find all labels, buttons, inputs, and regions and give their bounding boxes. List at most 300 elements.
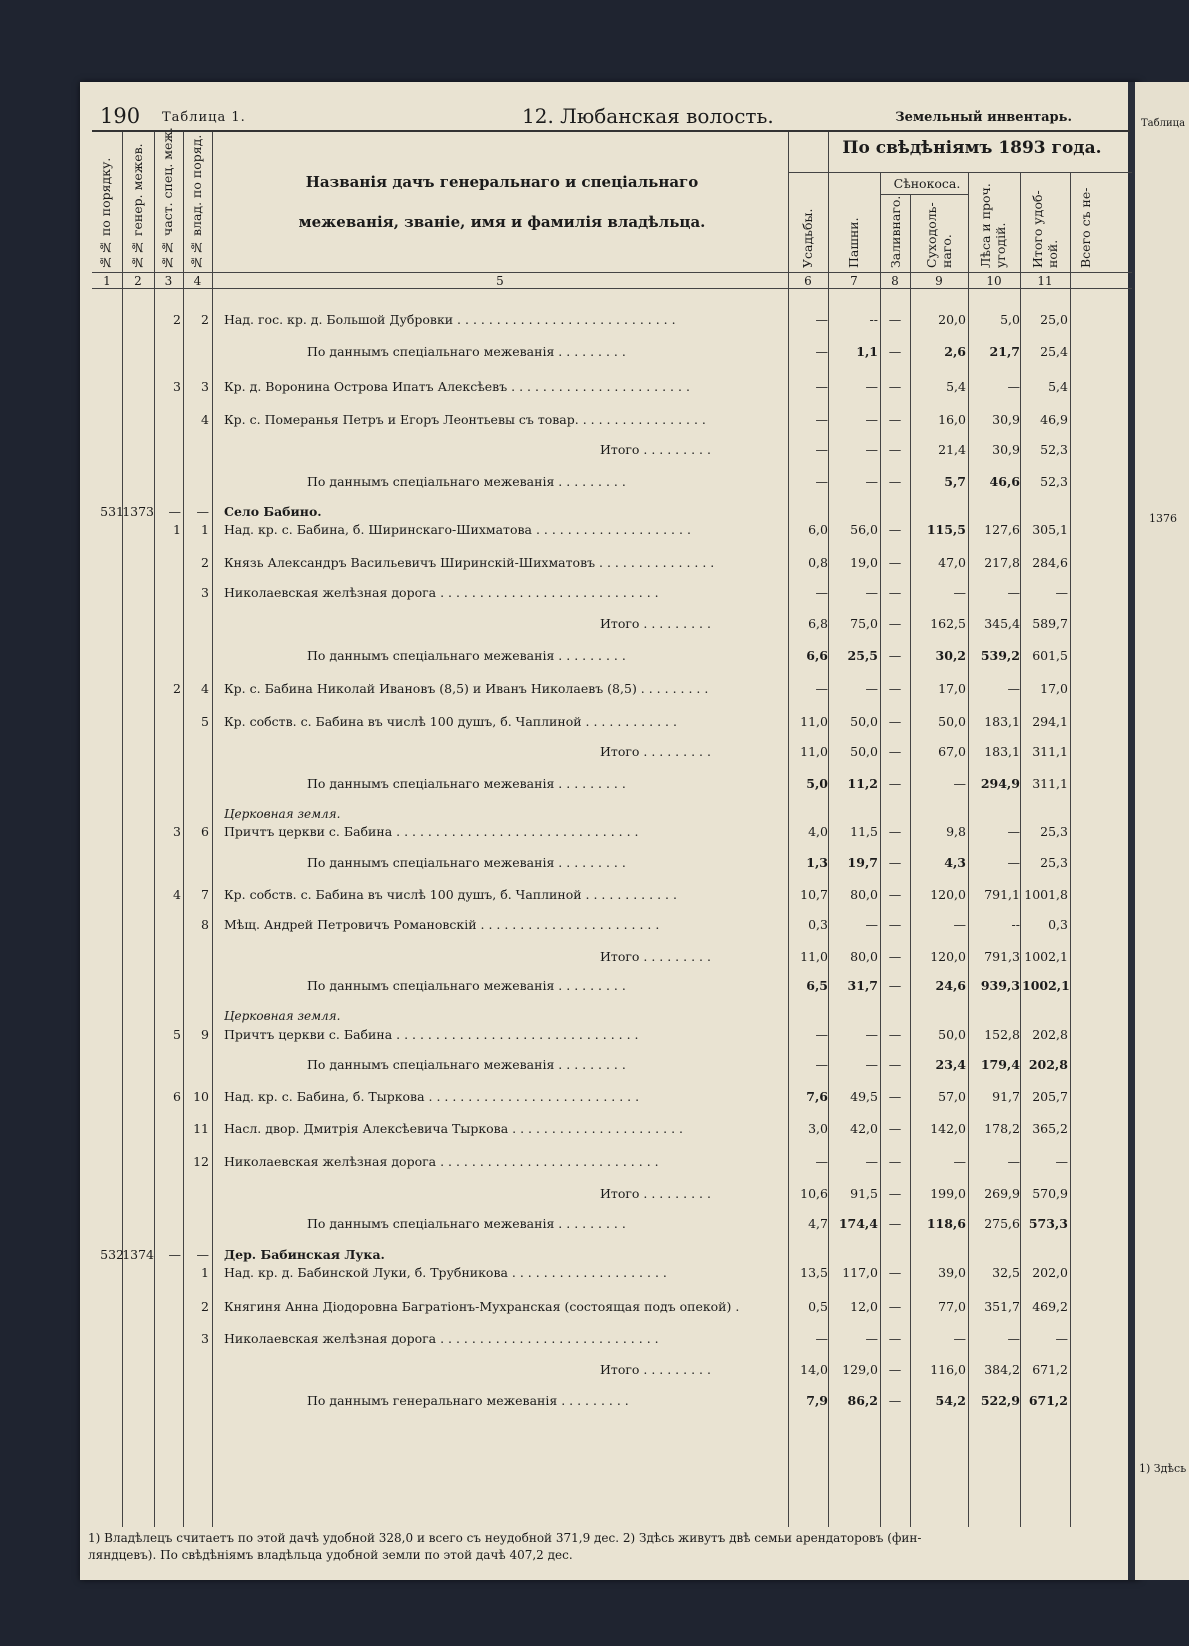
row-name: По даннымъ спеціальнаго межеванія . . . . . . . . . bbox=[307, 1057, 626, 1072]
col-header-pashni: Пашни. bbox=[846, 217, 861, 268]
row-name: Причтъ церкви с. Бабина . . . . . . . . . . . . . . . . . . . . . . . . . . . . . . . bbox=[224, 824, 639, 839]
row-value-col9: 118,6 bbox=[926, 1216, 966, 1231]
row-name: Кр. с. Померанья Петръ и Егоръ Леонтьевы съ товар. . . . . . . . . . . . . . . . . bbox=[224, 412, 706, 427]
row-value-col7: 11,2 bbox=[847, 776, 878, 791]
row-value-col6: — bbox=[815, 1027, 828, 1042]
row-value-col6: 13,5 bbox=[800, 1265, 828, 1280]
row-special-number: 2 bbox=[173, 312, 181, 327]
row-value-col9: — bbox=[953, 585, 966, 600]
row-value-col11: 601,5 bbox=[1032, 648, 1068, 663]
row-value-col8: — bbox=[888, 1265, 902, 1280]
table-row bbox=[92, 1358, 1132, 1382]
row-value-col7: 11,5 bbox=[850, 824, 878, 839]
table-row bbox=[92, 375, 1132, 399]
row-owner-number: 3 bbox=[201, 1331, 209, 1346]
group-header-senokosa: Сѣнокоса. bbox=[893, 176, 961, 191]
row-special-number: 5 bbox=[173, 1027, 181, 1042]
row-value-col8: — bbox=[888, 978, 902, 993]
row-value-col7: 56,0 bbox=[850, 522, 878, 537]
row-name: Итого . . . . . . . . . bbox=[600, 1186, 711, 1201]
next-page-footnote: 1) Здѣсь bbox=[1139, 1462, 1187, 1475]
row-name: Кр. собств. с. Бабина въ числѣ 100 душъ, б. Чаплиной . . . . . . . . . . . . bbox=[224, 714, 677, 729]
row-value-col10: 183,1 bbox=[984, 714, 1020, 729]
row-value-col7: 50,0 bbox=[850, 714, 878, 729]
col-header-name bbox=[232, 162, 772, 242]
row-value-col6: 11,0 bbox=[800, 744, 828, 759]
row-value-col7: 49,5 bbox=[850, 1089, 878, 1104]
col-number: 8 bbox=[891, 274, 899, 288]
col-header-order: №№ по порядку. bbox=[98, 157, 113, 270]
row-value-col6: 0,3 bbox=[808, 917, 828, 932]
row-name: Кр. собств. с. Бабина въ числѣ 100 душъ, б. Чаплиной . . . . . . . . . . . . bbox=[224, 887, 677, 902]
row-value-col11: 284,6 bbox=[1032, 555, 1068, 570]
row-value-col11: 25,3 bbox=[1040, 824, 1068, 839]
row-value-col8: — bbox=[888, 379, 902, 394]
row-value-col7: 19,0 bbox=[850, 555, 878, 570]
table-row bbox=[92, 1053, 1132, 1077]
row-value-col6: 4,0 bbox=[808, 824, 828, 839]
row-value-col10: — bbox=[1007, 585, 1020, 600]
table-row bbox=[92, 1261, 1132, 1285]
row-value-col8: — bbox=[888, 1027, 902, 1042]
row-value-col10: 183,1 bbox=[984, 744, 1020, 759]
row-value-col10: 179,4 bbox=[980, 1057, 1020, 1072]
row-value-col8: — bbox=[888, 555, 902, 570]
col-header-name-line2: межеванія, званіе, имя и фамилія владѣльца. bbox=[298, 213, 706, 231]
row-value-col8: — bbox=[888, 776, 902, 791]
next-page-edge bbox=[1135, 82, 1189, 1580]
row-owner-number: — bbox=[196, 1247, 209, 1262]
row-value-col7: 25,5 bbox=[847, 648, 878, 663]
row-name: Над. кр. д. Бабинской Луки, б. Трубникова . . . . . . . . . . . . . . . . . . . . bbox=[224, 1265, 667, 1280]
row-name: По даннымъ спеціальнаго межеванія . . . . . . . . . bbox=[307, 474, 626, 489]
row-value-col6: 3,0 bbox=[808, 1121, 828, 1136]
row-value-col9: 5,7 bbox=[944, 474, 966, 489]
row-value-col9: 142,0 bbox=[930, 1121, 966, 1136]
row-value-col6: 0,8 bbox=[808, 555, 828, 570]
col-header-general: №№ генер. межев. bbox=[130, 143, 145, 270]
row-value-col6: 5,0 bbox=[806, 776, 828, 791]
row-name: Кр. д. Воронина Острова Ипатъ Алексѣевъ . . . . . . . . . . . . . . . . . . . . . . . bbox=[224, 379, 690, 394]
row-special-number: 6 bbox=[173, 1089, 181, 1104]
row-value-col11: 202,8 bbox=[1032, 1027, 1068, 1042]
row-value-col7: 80,0 bbox=[850, 949, 878, 964]
row-value-col10: 791,1 bbox=[984, 887, 1020, 902]
row-name: Причтъ церкви с. Бабина . . . . . . . . . . . . . . . . . . . . . . . . . . . . . . . bbox=[224, 1027, 639, 1042]
row-value-col10: — bbox=[1007, 681, 1020, 696]
row-value-col6: 6,5 bbox=[806, 978, 828, 993]
row-value-col11: 589,7 bbox=[1032, 616, 1068, 631]
row-value-col11: 25,3 bbox=[1040, 855, 1068, 870]
row-value-col9: 116,0 bbox=[930, 1362, 966, 1377]
col-number: 3 bbox=[164, 274, 173, 288]
table-row bbox=[92, 710, 1132, 734]
row-owner-number: 4 bbox=[201, 412, 209, 427]
row-value-col10: 217,8 bbox=[984, 555, 1020, 570]
row-owner-number: 9 bbox=[201, 1027, 209, 1042]
row-value-col7: — bbox=[865, 474, 878, 489]
row-value-col11: 25,0 bbox=[1040, 312, 1068, 327]
row-value-col7: 50,0 bbox=[850, 744, 878, 759]
row-value-col6: 10,6 bbox=[800, 1186, 828, 1201]
row-value-col7: — bbox=[865, 442, 878, 457]
row-general-number: 1373 bbox=[122, 504, 154, 519]
row-value-col9: 120,0 bbox=[930, 949, 966, 964]
row-owner-number: 10 bbox=[193, 1089, 209, 1104]
table-row bbox=[92, 851, 1132, 875]
row-value-col6: — bbox=[815, 1057, 828, 1072]
table-row bbox=[92, 644, 1132, 668]
row-value-col11: 5,4 bbox=[1048, 379, 1068, 394]
page-number: 190 bbox=[100, 104, 141, 128]
row-name: Над. кр. с. Бабина, б. Ширинскаго-Шихматова . . . . . . . . . . . . . . . . . . . . bbox=[224, 522, 691, 537]
table-row bbox=[92, 740, 1132, 764]
table-row bbox=[92, 470, 1132, 494]
row-name: По даннымъ спеціальнаго межеванія . . . . . . . . . bbox=[307, 1216, 626, 1231]
col-header-zalivnago: Заливнаго. bbox=[888, 195, 903, 268]
row-value-col10: — bbox=[1007, 1331, 1020, 1346]
table-row bbox=[92, 308, 1132, 332]
row-value-col8: — bbox=[888, 855, 902, 870]
row-name: Церковная земля. bbox=[224, 1009, 341, 1023]
row-name: Итого . . . . . . . . . bbox=[600, 616, 711, 631]
row-value-col6: — bbox=[815, 585, 828, 600]
row-value-col6: — bbox=[815, 379, 828, 394]
row-value-col11: 0,3 bbox=[1048, 917, 1068, 932]
table-row bbox=[92, 1389, 1132, 1413]
col-number: 9 bbox=[935, 274, 943, 288]
row-name: Мѣщ. Андрей Петровичъ Романовскій . . . . . . . . . . . . . . . . . . . . . . . bbox=[224, 917, 660, 932]
row-value-col10: 21,7 bbox=[989, 344, 1020, 359]
row-value-col10: 127,6 bbox=[984, 522, 1020, 537]
row-value-col7: 42,0 bbox=[850, 1121, 878, 1136]
row-value-col8: — bbox=[888, 887, 902, 902]
table-row bbox=[92, 581, 1132, 605]
col-number: 4 bbox=[193, 274, 202, 288]
row-value-col6: — bbox=[815, 312, 828, 327]
row-value-col8: — bbox=[888, 648, 902, 663]
row-value-col9: — bbox=[953, 917, 966, 932]
row-special-number: — bbox=[168, 504, 181, 519]
row-value-col9: 57,0 bbox=[938, 1089, 966, 1104]
col-header-vsego: Всего съ не- bbox=[1078, 187, 1093, 268]
row-name: Николаевская желѣзная дорога . . . . . . . . . . . . . . . . . . . . . . . . . . . . bbox=[224, 585, 659, 600]
row-general-number: 1374 bbox=[122, 1247, 154, 1262]
row-value-col10: 275,6 bbox=[984, 1216, 1020, 1231]
row-value-col10: — bbox=[1007, 379, 1020, 394]
row-name: Село Бабино. bbox=[224, 504, 322, 519]
row-value-col9: 30,2 bbox=[935, 648, 966, 663]
row-name: Итого . . . . . . . . . bbox=[600, 744, 711, 759]
row-value-col11: 311,1 bbox=[1032, 744, 1068, 759]
row-value-col7: — bbox=[865, 379, 878, 394]
col-number: 7 bbox=[850, 274, 858, 288]
col-number: 1 bbox=[103, 274, 111, 288]
row-name: По даннымъ спеціальнаго межеванія . . . . . . . . . bbox=[307, 978, 626, 993]
row-value-col7: 174,4 bbox=[838, 1216, 878, 1231]
table-row bbox=[92, 1023, 1132, 1047]
row-value-col8: — bbox=[888, 917, 902, 932]
row-value-col10: 178,2 bbox=[984, 1121, 1020, 1136]
row-special-number: 3 bbox=[173, 824, 181, 839]
row-value-col9: 21,4 bbox=[938, 442, 966, 457]
row-value-col9: 50,0 bbox=[938, 1027, 966, 1042]
table-row bbox=[92, 612, 1132, 636]
table-row bbox=[92, 408, 1132, 432]
row-owner-number: 12 bbox=[193, 1154, 209, 1169]
row-value-col7: 19,7 bbox=[847, 855, 878, 870]
row-name: По даннымъ спеціальнаго межеванія . . . . . . . . . bbox=[307, 344, 626, 359]
row-name: Над. гос. кр. д. Большой Дубровки . . . . . . . . . . . . . . . . . . . . . . . . . . . . bbox=[224, 312, 676, 327]
table-row bbox=[92, 883, 1132, 907]
row-value-col6: 11,0 bbox=[800, 714, 828, 729]
row-name: Итого . . . . . . . . . bbox=[600, 442, 711, 457]
table-row bbox=[92, 820, 1132, 844]
row-value-col6: 7,6 bbox=[806, 1089, 828, 1104]
row-owner-number: 2 bbox=[201, 312, 209, 327]
table-row bbox=[92, 1182, 1132, 1206]
row-value-col10: 152,8 bbox=[984, 1027, 1020, 1042]
row-special-number: 4 bbox=[173, 887, 181, 902]
row-value-col11: 365,2 bbox=[1032, 1121, 1068, 1136]
inventory-label: Земельный инвентарь. bbox=[895, 110, 1072, 125]
row-value-col11: 469,2 bbox=[1032, 1299, 1068, 1314]
row-owner-number: 1 bbox=[201, 1265, 209, 1280]
row-value-col11: 17,0 bbox=[1040, 681, 1068, 696]
row-name: Кр. с. Бабина Николай Ивановъ (8,5) и Иванъ Николаевъ (8,5) . . . . . . . . . bbox=[224, 681, 709, 696]
row-value-col6: — bbox=[815, 1154, 828, 1169]
row-value-col11: 570,9 bbox=[1032, 1186, 1068, 1201]
table-row bbox=[92, 551, 1132, 575]
row-value-col8: — bbox=[888, 824, 902, 839]
data-table bbox=[92, 127, 1132, 1527]
col-number: 11 bbox=[1037, 274, 1053, 288]
row-value-col11: 52,3 bbox=[1040, 442, 1068, 457]
row-value-col7: 1,1 bbox=[856, 344, 878, 359]
row-name: По даннымъ спеціальнаго межеванія . . . . . . . . . bbox=[307, 776, 626, 791]
col-header-itogo-udobnoy: Итого удоб- ной. bbox=[1030, 190, 1060, 268]
row-value-col8: — bbox=[888, 1057, 902, 1072]
row-value-col8: — bbox=[888, 442, 902, 457]
table-row bbox=[92, 772, 1132, 796]
next-page-number: 1376 bbox=[1149, 512, 1177, 525]
row-value-col8: — bbox=[888, 1299, 902, 1314]
table-row bbox=[92, 913, 1132, 937]
row-value-col11: 52,3 bbox=[1040, 474, 1068, 489]
col-number: 2 bbox=[134, 274, 142, 288]
row-value-col10: 384,2 bbox=[984, 1362, 1020, 1377]
row-value-col6: — bbox=[815, 344, 828, 359]
row-value-col6: 6,0 bbox=[808, 522, 828, 537]
table-row bbox=[92, 340, 1132, 364]
row-value-col10: 32,5 bbox=[992, 1265, 1020, 1280]
row-value-col11: — bbox=[1055, 585, 1068, 600]
row-value-col8: — bbox=[888, 744, 902, 759]
row-name: Николаевская желѣзная дорога . . . . . . . . . . . . . . . . . . . . . . . . . . . . bbox=[224, 1154, 659, 1169]
col-header-owner: №№ влад. по поряд. bbox=[189, 134, 204, 270]
row-owner-number: 3 bbox=[201, 585, 209, 600]
row-value-col8: — bbox=[888, 474, 902, 489]
row-value-col8: — bbox=[888, 412, 902, 427]
col-header-lesa: Лѣса и проч. угодій. bbox=[978, 183, 1008, 268]
row-special-number: 2 bbox=[173, 681, 181, 696]
row-special-number: 3 bbox=[173, 379, 181, 394]
row-value-col9: 115,5 bbox=[926, 522, 966, 537]
row-name: Итого . . . . . . . . . bbox=[600, 949, 711, 964]
row-name: По даннымъ спеціальнаго межеванія . . . . . . . . . bbox=[307, 855, 626, 870]
row-value-col8: — bbox=[888, 585, 902, 600]
row-value-col6: — bbox=[815, 412, 828, 427]
row-owner-number: 5 bbox=[201, 714, 209, 729]
row-name: По даннымъ спеціальнаго межеванія . . . . . . . . . bbox=[307, 648, 626, 663]
col-number: 5 bbox=[496, 274, 504, 288]
row-value-col11: — bbox=[1055, 1331, 1068, 1346]
row-name: Церковная земля. bbox=[224, 807, 341, 821]
row-value-col11: 671,2 bbox=[1028, 1393, 1068, 1408]
row-value-col9: 5,4 bbox=[946, 379, 966, 394]
row-value-col10: 939,3 bbox=[980, 978, 1020, 993]
row-value-col11: 573,3 bbox=[1028, 1216, 1068, 1231]
row-value-col11: 671,2 bbox=[1032, 1362, 1068, 1377]
footnote-line-1: 1) Владѣлецъ считаетъ по этой дачѣ удобной 328,0 и всего съ неудобной 371,9 дес. 2) Здѣсь живутъ двѣ семьи арендаторовъ (фин- bbox=[88, 1531, 922, 1545]
table-row bbox=[92, 1295, 1132, 1319]
row-value-col9: 120,0 bbox=[930, 887, 966, 902]
row-value-col9: 20,0 bbox=[938, 312, 966, 327]
row-value-col7: 91,5 bbox=[850, 1186, 878, 1201]
row-value-col9: 77,0 bbox=[938, 1299, 966, 1314]
row-value-col11: 46,9 bbox=[1040, 412, 1068, 427]
row-value-col8: — bbox=[888, 312, 902, 327]
table-row bbox=[92, 974, 1132, 998]
row-name: Князь Александръ Васильевичъ Ширинскій-Шихматовъ . . . . . . . . . . . . . . . bbox=[224, 555, 715, 570]
col-header-usadby: Усадьбы. bbox=[800, 208, 815, 268]
col-number: 10 bbox=[986, 274, 1002, 288]
row-value-col6: 10,7 bbox=[800, 887, 828, 902]
row-value-col10: 294,9 bbox=[980, 776, 1020, 791]
row-owner-number: 8 bbox=[201, 917, 209, 932]
row-value-col6: 1,3 bbox=[806, 855, 828, 870]
row-value-col6: 4,7 bbox=[808, 1216, 828, 1231]
volost-title: 12. Любанская волость. bbox=[522, 104, 774, 128]
row-value-col6: 14,0 bbox=[800, 1362, 828, 1377]
row-name: По даннымъ генеральнаго межеванія . . . . . . . . . bbox=[307, 1393, 629, 1408]
row-value-col9: 4,3 bbox=[944, 855, 966, 870]
row-value-col7: 80,0 bbox=[850, 887, 878, 902]
row-value-col11: 311,1 bbox=[1032, 776, 1068, 791]
row-value-col7: — bbox=[865, 1331, 878, 1346]
row-value-col7: 129,0 bbox=[842, 1362, 878, 1377]
row-owner-number: 11 bbox=[193, 1121, 209, 1136]
row-value-col8: — bbox=[888, 1393, 902, 1408]
row-name: Николаевская желѣзная дорога . . . . . . . . . . . . . . . . . . . . . . . . . . . . bbox=[224, 1331, 659, 1346]
row-value-col9: 39,0 bbox=[938, 1265, 966, 1280]
table-row bbox=[92, 1117, 1132, 1141]
row-value-col9: — bbox=[953, 776, 966, 791]
table-row bbox=[92, 438, 1132, 462]
row-special-number: 1 bbox=[173, 522, 181, 537]
table-row bbox=[92, 1212, 1132, 1236]
row-value-col9: 67,0 bbox=[938, 744, 966, 759]
row-value-col8: — bbox=[888, 1362, 902, 1377]
row-value-col11: 294,1 bbox=[1032, 714, 1068, 729]
row-value-col6: — bbox=[815, 474, 828, 489]
row-special-number: — bbox=[168, 1247, 181, 1262]
footnote-line-2: ляндцевъ). По свѣдѣніямъ владѣльца удобной земли по этой дачѣ 407,2 дес. bbox=[88, 1548, 573, 1562]
row-value-col7: 117,0 bbox=[842, 1265, 878, 1280]
row-value-col8: — bbox=[888, 522, 902, 537]
row-value-col11: — bbox=[1055, 1154, 1068, 1169]
row-value-col7: 31,7 bbox=[847, 978, 878, 993]
col-header-special: №№ част. спец. меж. bbox=[160, 127, 175, 270]
row-value-col7: — bbox=[865, 1027, 878, 1042]
row-name: Насл. двор. Дмитрія Алексѣевича Тыркова . . . . . . . . . . . . . . . . . . . . . . bbox=[224, 1121, 683, 1136]
row-value-col10: 345,4 bbox=[984, 616, 1020, 631]
row-value-col10: 539,2 bbox=[980, 648, 1020, 663]
row-value-col9: 47,0 bbox=[938, 555, 966, 570]
row-value-col7: — bbox=[865, 1057, 878, 1072]
row-name: Княгиня Анна Діодоровна Багратіонъ-Мухранская (состоящая подъ опекой) . bbox=[224, 1299, 740, 1314]
row-value-col10: — bbox=[1007, 824, 1020, 839]
row-order-number: 531 bbox=[100, 504, 124, 519]
row-value-col10: 351,7 bbox=[984, 1299, 1020, 1314]
row-value-col10: 5,0 bbox=[1000, 312, 1020, 327]
row-value-col9: — bbox=[953, 1154, 966, 1169]
table-row bbox=[92, 1327, 1132, 1351]
row-value-col8: — bbox=[888, 1121, 902, 1136]
table-row bbox=[92, 945, 1132, 969]
row-owner-number: 2 bbox=[201, 1299, 209, 1314]
row-value-col7: 86,2 bbox=[847, 1393, 878, 1408]
row-owner-number: 2 bbox=[201, 555, 209, 570]
row-value-col7: — bbox=[865, 1154, 878, 1169]
row-value-col6: 7,9 bbox=[806, 1393, 828, 1408]
row-value-col6: 0,5 bbox=[808, 1299, 828, 1314]
row-value-col10: 522,9 bbox=[980, 1393, 1020, 1408]
row-value-col9: 16,0 bbox=[938, 412, 966, 427]
row-owner-number: — bbox=[196, 504, 209, 519]
row-value-col9: 54,2 bbox=[935, 1393, 966, 1408]
table-label: Таблица 1. bbox=[162, 110, 246, 125]
row-value-col8: — bbox=[888, 714, 902, 729]
row-value-col7: — bbox=[865, 412, 878, 427]
row-value-col8: — bbox=[888, 1154, 902, 1169]
row-value-col10: 791,3 bbox=[984, 949, 1020, 964]
row-value-col11: 25,4 bbox=[1040, 344, 1068, 359]
row-owner-number: 1 bbox=[201, 522, 209, 537]
row-owner-number: 6 bbox=[201, 824, 209, 839]
row-value-col10: 269,9 bbox=[984, 1186, 1020, 1201]
row-value-col7: — bbox=[865, 681, 878, 696]
row-value-col8: — bbox=[888, 616, 902, 631]
row-value-col10: — bbox=[1007, 1154, 1020, 1169]
row-value-col9: 23,4 bbox=[935, 1057, 966, 1072]
row-value-col11: 1002,1 bbox=[1022, 978, 1070, 993]
row-owner-number: 3 bbox=[201, 379, 209, 394]
row-value-col11: 305,1 bbox=[1032, 522, 1068, 537]
row-value-col7: 75,0 bbox=[850, 616, 878, 631]
row-name: Итого . . . . . . . . . bbox=[600, 1362, 711, 1377]
row-value-col9: 162,5 bbox=[930, 616, 966, 631]
row-value-col6: 11,0 bbox=[800, 949, 828, 964]
row-value-col6: — bbox=[815, 1331, 828, 1346]
row-value-col6: 6,8 bbox=[808, 616, 828, 631]
row-value-col10: 91,7 bbox=[992, 1089, 1020, 1104]
row-value-col11: 202,0 bbox=[1032, 1265, 1068, 1280]
row-value-col8: — bbox=[888, 681, 902, 696]
row-order-number: 532 bbox=[100, 1247, 124, 1262]
row-value-col6: — bbox=[815, 442, 828, 457]
group-header-1893: По свѣдѣніямъ 1893 года. bbox=[842, 138, 1102, 158]
